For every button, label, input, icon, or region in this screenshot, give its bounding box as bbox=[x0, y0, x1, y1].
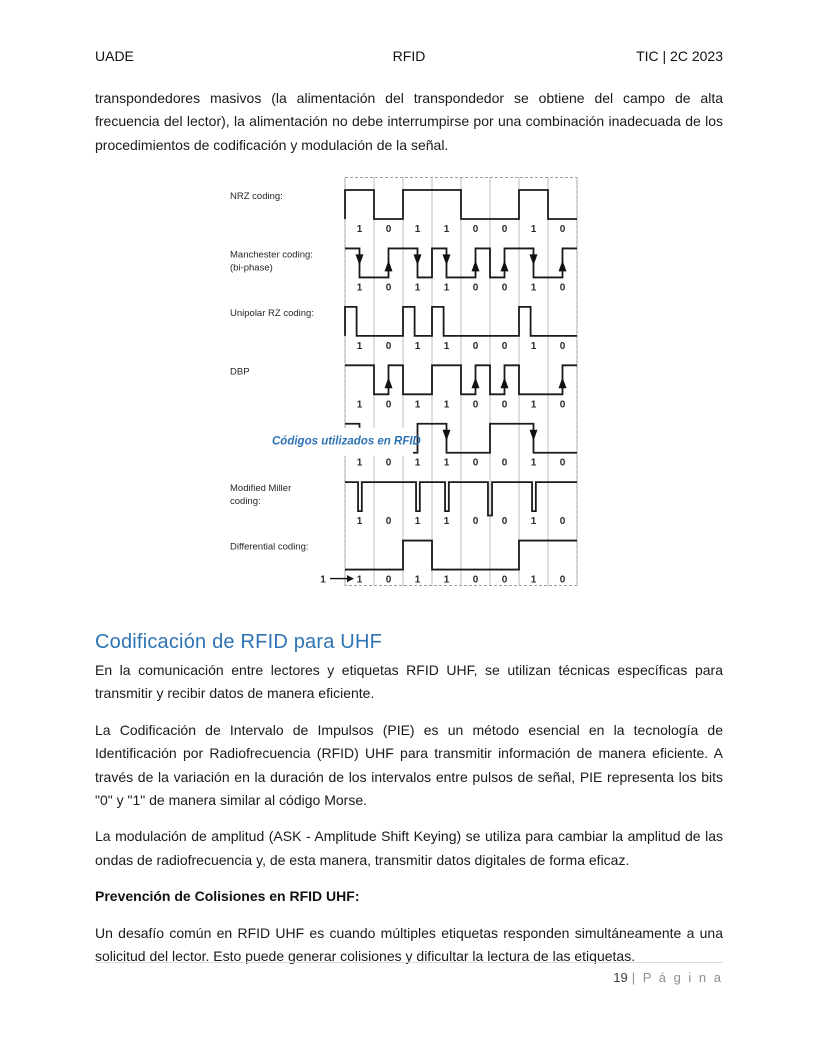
bit-label: 0 bbox=[501, 516, 508, 528]
arrow-up-icon bbox=[472, 260, 480, 271]
bit-label: 1 bbox=[356, 399, 363, 411]
arrow-up-icon bbox=[501, 377, 509, 388]
bit-label: 0 bbox=[559, 574, 566, 586]
coding-figure bbox=[95, 177, 723, 591]
collision-subheading: Prevención de Colisiones en RFID UHF: bbox=[95, 888, 360, 905]
bit-label: 0 bbox=[501, 340, 508, 352]
arrow-down-icon bbox=[443, 430, 451, 441]
bit-label: 0 bbox=[385, 399, 392, 411]
bit-label: 0 bbox=[472, 457, 479, 469]
bit-label: 0 bbox=[501, 224, 508, 236]
bit-label: 0 bbox=[501, 282, 508, 294]
arrow-up-icon bbox=[385, 377, 393, 388]
arrow-up-icon bbox=[559, 260, 567, 271]
waveform-dbp bbox=[345, 365, 577, 394]
bit-label: 0 bbox=[501, 457, 508, 469]
bit-label: 0 bbox=[559, 340, 566, 352]
bit-label: 1 bbox=[443, 282, 450, 294]
closing-paragraph: Un desafío común en RFID UHF es cuando múltiples etiquetas responden simultáneamente a una solicitud del lector. Esto puede generar colisiones y dificultar la lectura de las etiquetas. bbox=[95, 924, 723, 965]
bit-label: 1 bbox=[530, 399, 537, 411]
bit-label: 0 bbox=[501, 574, 508, 586]
bit-label: 1 bbox=[414, 340, 421, 352]
intro-paragraph: transpondedores masivos (la alimentación del transpondedor se obtiene del campo de alta frecuencia del lector), la alimentación no debe interrumpirse por una combinación inadecuada de los procedimientos de codificación y modulación de la señal. bbox=[95, 89, 723, 153]
bit-label: 1 bbox=[530, 516, 537, 528]
bit-label: 1 bbox=[414, 516, 421, 528]
diff-prefix-label: 1 bbox=[320, 574, 326, 586]
row-label: Unipolar RZ coding: bbox=[230, 307, 314, 319]
bit-label: 1 bbox=[530, 282, 537, 294]
row-label: DBP bbox=[230, 366, 250, 378]
bit-label: 0 bbox=[385, 224, 392, 236]
row-label: Differential coding: bbox=[230, 541, 309, 553]
arrow-up-icon bbox=[501, 260, 509, 271]
section-paragraph: En la comunicación entre lectores y etiquetas RFID UHF, se utilizan técnicas específicas para transmitir y recibir datos de manera eficiente. bbox=[95, 662, 723, 702]
arrow-down-icon bbox=[530, 430, 538, 441]
bit-label: 1 bbox=[443, 340, 450, 352]
bit-label: 0 bbox=[472, 516, 479, 528]
coding-figure-svg bbox=[95, 177, 723, 591]
bit-label: 1 bbox=[356, 224, 363, 236]
bit-label: 1 bbox=[356, 516, 363, 528]
bit-label: 1 bbox=[530, 457, 537, 469]
bit-label: 0 bbox=[385, 340, 392, 352]
bit-label: 0 bbox=[472, 282, 479, 294]
bit-label: 1 bbox=[530, 224, 537, 236]
row-label: (bi-phase) bbox=[230, 262, 273, 274]
bit-label: 1 bbox=[414, 457, 421, 469]
bit-label: 0 bbox=[472, 399, 479, 411]
bit-label: 0 bbox=[385, 574, 392, 586]
page-word: | P á g i n a bbox=[631, 970, 723, 985]
bit-label: 1 bbox=[414, 224, 421, 236]
bit-label: 1 bbox=[443, 516, 450, 528]
bit-label: 0 bbox=[385, 516, 392, 528]
bit-label: 1 bbox=[414, 399, 421, 411]
bit-label: 0 bbox=[559, 457, 566, 469]
figure-caption: Códigos utilizados en RFID bbox=[272, 435, 421, 448]
page-footer bbox=[95, 962, 723, 985]
waveform-nrz bbox=[345, 190, 577, 219]
header-left: UADE bbox=[95, 48, 134, 64]
page-header bbox=[95, 48, 723, 65]
bit-label: 1 bbox=[530, 574, 537, 586]
header-right: TIC | 2C 2023 bbox=[636, 48, 723, 64]
bit-label: 1 bbox=[356, 457, 363, 469]
bit-label: 1 bbox=[443, 224, 450, 236]
bit-label: 1 bbox=[443, 399, 450, 411]
bit-label: 1 bbox=[356, 574, 363, 586]
arrow-up-icon bbox=[385, 260, 393, 271]
row-label: NRZ coding: bbox=[230, 191, 283, 203]
bit-label: 1 bbox=[443, 574, 450, 586]
bit-label: 1 bbox=[356, 282, 363, 294]
bit-label: 0 bbox=[559, 399, 566, 411]
arrow-down-icon bbox=[530, 254, 538, 265]
section-heading: Codificación de RFID para UHF bbox=[95, 631, 383, 654]
bit-label: 0 bbox=[385, 457, 392, 469]
bit-label: 1 bbox=[443, 457, 450, 469]
page-number: 19 bbox=[613, 970, 628, 985]
bit-label: 0 bbox=[559, 516, 566, 528]
header-center: RFID bbox=[392, 48, 426, 64]
bit-label: 1 bbox=[530, 340, 537, 352]
arrow-down-icon bbox=[356, 254, 364, 265]
bit-label: 1 bbox=[414, 574, 421, 586]
row-label: Manchester coding: bbox=[230, 249, 313, 261]
arrow-down-icon bbox=[414, 254, 422, 265]
bit-label: 0 bbox=[472, 224, 479, 236]
bit-label: 0 bbox=[472, 574, 479, 586]
bit-label: 1 bbox=[356, 340, 363, 352]
bit-label: 0 bbox=[472, 340, 479, 352]
arrow-up-icon bbox=[559, 377, 567, 388]
section-paragraph: La Codificación de Intervalo de Impulsos (PIE) es un método esencial en la tecnología de Identificación por Radiofrecuencia (RFID) UHF para transmitir información de manera eficiente. A través de la variación en la duración de los intervalos entre pulsos de señal, PIE representa los bits "0" y "1" de manera similar al código Morse. bbox=[95, 721, 723, 809]
bit-label: 0 bbox=[559, 224, 566, 236]
arrow-right-icon bbox=[347, 575, 354, 582]
bit-label: 1 bbox=[414, 282, 421, 294]
bit-label: 0 bbox=[559, 282, 566, 294]
bit-label: 0 bbox=[385, 282, 392, 294]
row-label: coding: bbox=[230, 496, 261, 508]
bit-label: 0 bbox=[501, 399, 508, 411]
section-paragraph: La modulación de amplitud (ASK - Amplitude Shift Keying) se utiliza para cambiar la amplitud de las ondas de radiofrecuencia y, de esta manera, transmitir datos digitales de forma eficaz. bbox=[95, 828, 723, 868]
arrow-down-icon bbox=[443, 254, 451, 265]
arrow-up-icon bbox=[472, 377, 480, 388]
row-label: Modified Miller bbox=[230, 483, 292, 495]
